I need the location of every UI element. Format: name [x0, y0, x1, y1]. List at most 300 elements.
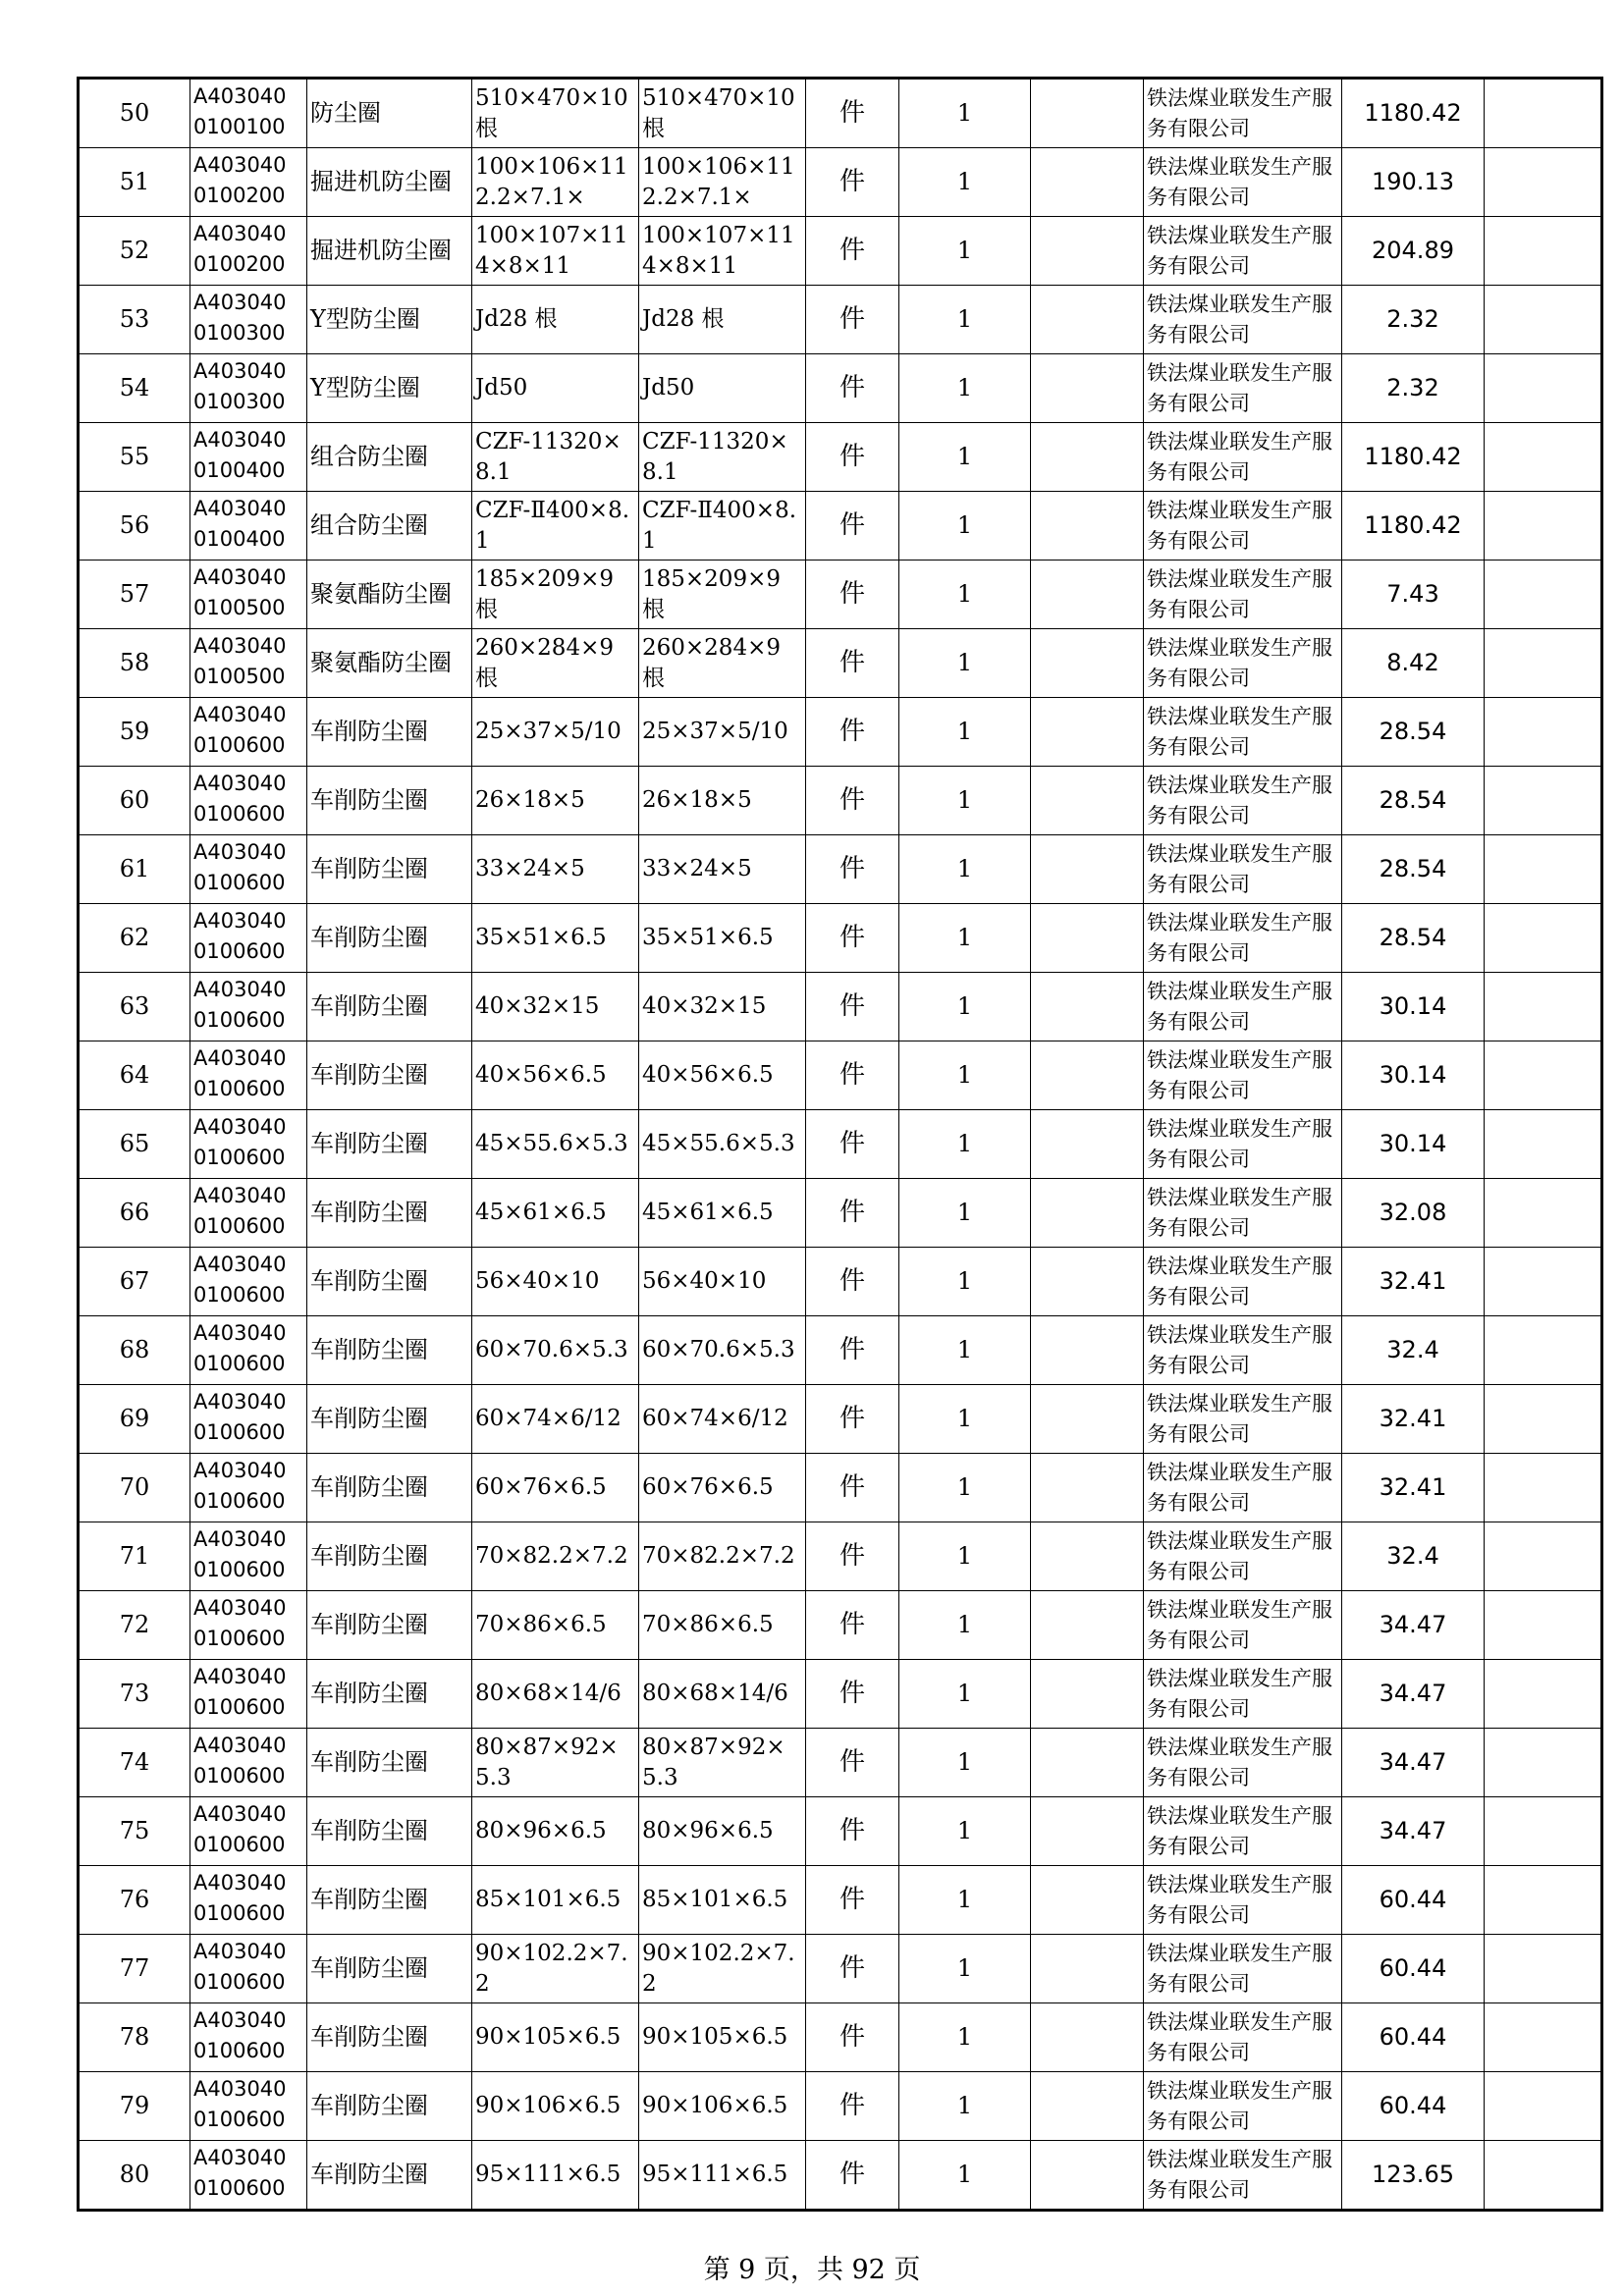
- material-name-cell: 车削防尘圈: [307, 2003, 472, 2072]
- supplier-cell: 铁法煤业联发生产服务有限公司: [1144, 1935, 1342, 2003]
- spec-cell: 45×61×6.5: [472, 1179, 639, 1248]
- model-cell: 260×284×9根: [639, 629, 806, 698]
- price-cell: 32.41: [1342, 1385, 1485, 1454]
- price-cell: 7.43: [1342, 561, 1485, 629]
- material-code-cell: A403040 0100600: [190, 2141, 307, 2211]
- quantity-cell: 1: [899, 1591, 1031, 1660]
- material-code-cell: A403040 0100600: [190, 1385, 307, 1454]
- spec-cell: 80×87×92×5.3: [472, 1729, 639, 1797]
- spec-cell: 60×70.6×5.3: [472, 1316, 639, 1385]
- blank-cell: [1031, 1729, 1144, 1797]
- table-row: [79, 423, 1602, 492]
- material-code-cell: A403040 0100500: [190, 561, 307, 629]
- price-table: [77, 77, 1603, 2212]
- spec-cell: 70×86×6.5: [472, 1591, 639, 1660]
- material-code-cell: A403040 0100600: [190, 2072, 307, 2141]
- blank-cell: [1031, 1454, 1144, 1522]
- supplier-cell: 铁法煤业联发生产服务有限公司: [1144, 561, 1342, 629]
- row-number-cell: 68: [79, 1316, 190, 1385]
- unit-cell: 件: [806, 2141, 899, 2211]
- spec-cell: 26×18×5: [472, 767, 639, 835]
- supplier-cell: 铁法煤业联发生产服务有限公司: [1144, 2003, 1342, 2072]
- model-cell: 70×86×6.5: [639, 1591, 806, 1660]
- supplier-cell: 铁法煤业联发生产服务有限公司: [1144, 1110, 1342, 1179]
- table-row: [79, 2003, 1602, 2072]
- blank-cell: [1031, 698, 1144, 767]
- supplier-cell: 铁法煤业联发生产服务有限公司: [1144, 148, 1342, 217]
- material-code-cell: A403040 0100500: [190, 629, 307, 698]
- table-row: [79, 904, 1602, 973]
- blank-cell: [1031, 1110, 1144, 1179]
- unit-cell: 件: [806, 904, 899, 973]
- model-cell: 85×101×6.5: [639, 1866, 806, 1935]
- model-cell: 45×61×6.5: [639, 1179, 806, 1248]
- unit-cell: 件: [806, 1041, 899, 1110]
- material-name-cell: 车削防尘圈: [307, 1179, 472, 1248]
- unit-cell: 件: [806, 1454, 899, 1522]
- quantity-cell: 1: [899, 1316, 1031, 1385]
- row-number-cell: 64: [79, 1041, 190, 1110]
- price-cell: 28.54: [1342, 698, 1485, 767]
- material-name-cell: 车削防尘圈: [307, 973, 472, 1041]
- blank-cell: [1031, 1935, 1144, 2003]
- material-code-cell: A403040 0100600: [190, 1591, 307, 1660]
- material-name-cell: 车削防尘圈: [307, 2141, 472, 2211]
- row-number-cell: 66: [79, 1179, 190, 1248]
- supplier-cell: 铁法煤业联发生产服务有限公司: [1144, 629, 1342, 698]
- row-number-cell: 60: [79, 767, 190, 835]
- unit-cell: 件: [806, 1935, 899, 2003]
- spec-cell: 90×102.2×7.2: [472, 1935, 639, 2003]
- row-number-cell: 67: [79, 1248, 190, 1316]
- table-row: [79, 1935, 1602, 2003]
- material-code-cell: A403040 0100600: [190, 1041, 307, 1110]
- quantity-cell: 1: [899, 1935, 1031, 2003]
- row-number-cell: 51: [79, 148, 190, 217]
- table-row: [79, 973, 1602, 1041]
- unit-cell: 件: [806, 217, 899, 286]
- spec-cell: 70×82.2×7.2: [472, 1522, 639, 1591]
- remark-cell: [1485, 767, 1602, 835]
- remark-cell: [1485, 286, 1602, 354]
- supplier-cell: 铁法煤业联发生产服务有限公司: [1144, 423, 1342, 492]
- material-name-cell: 掘进机防尘圈: [307, 148, 472, 217]
- model-cell: 90×106×6.5: [639, 2072, 806, 2141]
- price-cell: 30.14: [1342, 1041, 1485, 1110]
- quantity-cell: 1: [899, 1248, 1031, 1316]
- supplier-cell: 铁法煤业联发生产服务有限公司: [1144, 767, 1342, 835]
- price-cell: 2.32: [1342, 286, 1485, 354]
- model-cell: CZF-11320×8.1: [639, 423, 806, 492]
- supplier-cell: 铁法煤业联发生产服务有限公司: [1144, 1522, 1342, 1591]
- material-name-cell: 车削防尘圈: [307, 1797, 472, 1866]
- supplier-cell: 铁法煤业联发生产服务有限公司: [1144, 1248, 1342, 1316]
- unit-cell: 件: [806, 835, 899, 904]
- table-row: [79, 835, 1602, 904]
- unit-cell: 件: [806, 973, 899, 1041]
- blank-cell: [1031, 1385, 1144, 1454]
- unit-cell: 件: [806, 1316, 899, 1385]
- unit-cell: 件: [806, 148, 899, 217]
- row-number-cell: 76: [79, 1866, 190, 1935]
- supplier-cell: 铁法煤业联发生产服务有限公司: [1144, 79, 1342, 148]
- price-cell: 204.89: [1342, 217, 1485, 286]
- remark-cell: [1485, 1385, 1602, 1454]
- material-name-cell: 掘进机防尘圈: [307, 217, 472, 286]
- spec-cell: 260×284×9根: [472, 629, 639, 698]
- blank-cell: [1031, 217, 1144, 286]
- unit-cell: 件: [806, 79, 899, 148]
- quantity-cell: 1: [899, 79, 1031, 148]
- model-cell: 100×106×112.2×7.1×: [639, 148, 806, 217]
- spec-cell: Jd28 根: [472, 286, 639, 354]
- spec-cell: 100×106×112.2×7.1×: [472, 148, 639, 217]
- row-number-cell: 79: [79, 2072, 190, 2141]
- model-cell: 90×105×6.5: [639, 2003, 806, 2072]
- blank-cell: [1031, 79, 1144, 148]
- table-row: [79, 1248, 1602, 1316]
- blank-cell: [1031, 1522, 1144, 1591]
- spec-cell: 35×51×6.5: [472, 904, 639, 973]
- material-name-cell: 组合防尘圈: [307, 423, 472, 492]
- quantity-cell: 1: [899, 835, 1031, 904]
- blank-cell: [1031, 1591, 1144, 1660]
- row-number-cell: 52: [79, 217, 190, 286]
- remark-cell: [1485, 2003, 1602, 2072]
- quantity-cell: 1: [899, 1454, 1031, 1522]
- row-number-cell: 50: [79, 79, 190, 148]
- unit-cell: 件: [806, 1797, 899, 1866]
- blank-cell: [1031, 1248, 1144, 1316]
- unit-cell: 件: [806, 1660, 899, 1729]
- unit-cell: 件: [806, 492, 899, 561]
- unit-cell: 件: [806, 561, 899, 629]
- unit-cell: 件: [806, 2072, 899, 2141]
- remark-cell: [1485, 1179, 1602, 1248]
- supplier-cell: 铁法煤业联发生产服务有限公司: [1144, 354, 1342, 423]
- spec-cell: 80×68×14/6: [472, 1660, 639, 1729]
- remark-cell: [1485, 217, 1602, 286]
- material-name-cell: 车削防尘圈: [307, 1522, 472, 1591]
- blank-cell: [1031, 2003, 1144, 2072]
- supplier-cell: 铁法煤业联发生产服务有限公司: [1144, 492, 1342, 561]
- unit-cell: 件: [806, 354, 899, 423]
- unit-cell: 件: [806, 286, 899, 354]
- table-row: [79, 286, 1602, 354]
- material-name-cell: 车削防尘圈: [307, 1248, 472, 1316]
- row-number-cell: 77: [79, 1935, 190, 2003]
- remark-cell: [1485, 1866, 1602, 1935]
- table-row: [79, 1866, 1602, 1935]
- remark-cell: [1485, 148, 1602, 217]
- supplier-cell: 铁法煤业联发生产服务有限公司: [1144, 904, 1342, 973]
- material-code-cell: A403040 0100400: [190, 492, 307, 561]
- unit-cell: 件: [806, 1591, 899, 1660]
- material-code-cell: A403040 0100600: [190, 1110, 307, 1179]
- row-number-cell: 58: [79, 629, 190, 698]
- price-cell: 60.44: [1342, 1866, 1485, 1935]
- material-code-cell: A403040 0100600: [190, 973, 307, 1041]
- model-cell: 100×107×114×8×11: [639, 217, 806, 286]
- quantity-cell: 1: [899, 1522, 1031, 1591]
- model-cell: 70×82.2×7.2: [639, 1522, 806, 1591]
- material-code-cell: A403040 0100600: [190, 767, 307, 835]
- table-row: [79, 1110, 1602, 1179]
- spec-cell: 85×101×6.5: [472, 1866, 639, 1935]
- unit-cell: 件: [806, 1385, 899, 1454]
- row-number-cell: 75: [79, 1797, 190, 1866]
- material-code-cell: A403040 0100600: [190, 1729, 307, 1797]
- row-number-cell: 70: [79, 1454, 190, 1522]
- table-row: [79, 1797, 1602, 1866]
- price-cell: 60.44: [1342, 1935, 1485, 2003]
- table-row: [79, 1385, 1602, 1454]
- table-row: [79, 2072, 1602, 2141]
- price-cell: 60.44: [1342, 2072, 1485, 2141]
- material-name-cell: 车削防尘圈: [307, 904, 472, 973]
- row-number-cell: 53: [79, 286, 190, 354]
- model-cell: 26×18×5: [639, 767, 806, 835]
- row-number-cell: 71: [79, 1522, 190, 1591]
- price-cell: 1180.42: [1342, 79, 1485, 148]
- supplier-cell: 铁法煤业联发生产服务有限公司: [1144, 1660, 1342, 1729]
- quantity-cell: 1: [899, 423, 1031, 492]
- model-cell: 40×32×15: [639, 973, 806, 1041]
- blank-cell: [1031, 1316, 1144, 1385]
- unit-cell: 件: [806, 1522, 899, 1591]
- blank-cell: [1031, 1660, 1144, 1729]
- material-code-cell: A403040 0100200: [190, 148, 307, 217]
- material-code-cell: A403040 0100300: [190, 286, 307, 354]
- spec-cell: CZF-11320×8.1: [472, 423, 639, 492]
- supplier-cell: 铁法煤业联发生产服务有限公司: [1144, 973, 1342, 1041]
- price-cell: 32.4: [1342, 1316, 1485, 1385]
- supplier-cell: 铁法煤业联发生产服务有限公司: [1144, 1454, 1342, 1522]
- model-cell: 185×209×9根: [639, 561, 806, 629]
- quantity-cell: 1: [899, 1041, 1031, 1110]
- supplier-cell: 铁法煤业联发生产服务有限公司: [1144, 1179, 1342, 1248]
- blank-cell: [1031, 1179, 1144, 1248]
- unit-cell: 件: [806, 629, 899, 698]
- supplier-cell: 铁法煤业联发生产服务有限公司: [1144, 835, 1342, 904]
- quantity-cell: 1: [899, 561, 1031, 629]
- model-cell: 80×68×14/6: [639, 1660, 806, 1729]
- quantity-cell: 1: [899, 286, 1031, 354]
- price-cell: 2.32: [1342, 354, 1485, 423]
- material-name-cell: 车削防尘圈: [307, 1591, 472, 1660]
- material-code-cell: A403040 0100600: [190, 835, 307, 904]
- price-cell: 32.41: [1342, 1248, 1485, 1316]
- price-cell: 1180.42: [1342, 492, 1485, 561]
- table-row: [79, 1316, 1602, 1385]
- blank-cell: [1031, 767, 1144, 835]
- spec-cell: 80×96×6.5: [472, 1797, 639, 1866]
- quantity-cell: 1: [899, 629, 1031, 698]
- row-number-cell: 65: [79, 1110, 190, 1179]
- blank-cell: [1031, 629, 1144, 698]
- remark-cell: [1485, 492, 1602, 561]
- blank-cell: [1031, 2072, 1144, 2141]
- unit-cell: 件: [806, 1179, 899, 1248]
- material-code-cell: A403040 0100600: [190, 1316, 307, 1385]
- row-number-cell: 78: [79, 2003, 190, 2072]
- supplier-cell: 铁法煤业联发生产服务有限公司: [1144, 286, 1342, 354]
- material-code-cell: A403040 0100200: [190, 217, 307, 286]
- blank-cell: [1031, 148, 1144, 217]
- remark-cell: [1485, 561, 1602, 629]
- material-code-cell: A403040 0100300: [190, 354, 307, 423]
- material-code-cell: A403040 0100600: [190, 1660, 307, 1729]
- spec-cell: 95×111×6.5: [472, 2141, 639, 2211]
- material-code-cell: A403040 0100600: [190, 1522, 307, 1591]
- blank-cell: [1031, 561, 1144, 629]
- price-cell: 1180.42: [1342, 423, 1485, 492]
- material-name-cell: 车削防尘圈: [307, 1316, 472, 1385]
- model-cell: 35×51×6.5: [639, 904, 806, 973]
- quantity-cell: 1: [899, 148, 1031, 217]
- spec-cell: 40×32×15: [472, 973, 639, 1041]
- quantity-cell: 1: [899, 2003, 1031, 2072]
- remark-cell: [1485, 2072, 1602, 2141]
- supplier-cell: 铁法煤业联发生产服务有限公司: [1144, 1591, 1342, 1660]
- material-name-cell: Y型防尘圈: [307, 286, 472, 354]
- blank-cell: [1031, 2141, 1144, 2211]
- supplier-cell: 铁法煤业联发生产服务有限公司: [1144, 2072, 1342, 2141]
- remark-cell: [1485, 1729, 1602, 1797]
- material-name-cell: 车削防尘圈: [307, 1866, 472, 1935]
- spec-cell: Jd50: [472, 354, 639, 423]
- table-row: [79, 79, 1602, 148]
- table-row: [79, 354, 1602, 423]
- remark-cell: [1485, 904, 1602, 973]
- material-code-cell: A403040 0100600: [190, 1866, 307, 1935]
- material-code-cell: A403040 0100600: [190, 698, 307, 767]
- blank-cell: [1031, 904, 1144, 973]
- row-number-cell: 62: [79, 904, 190, 973]
- model-cell: 80×96×6.5: [639, 1797, 806, 1866]
- unit-cell: 件: [806, 423, 899, 492]
- table-row: [79, 1454, 1602, 1522]
- table-row: [79, 561, 1602, 629]
- model-cell: 90×102.2×7.2: [639, 1935, 806, 2003]
- price-cell: 8.42: [1342, 629, 1485, 698]
- material-name-cell: 车削防尘圈: [307, 698, 472, 767]
- quantity-cell: 1: [899, 492, 1031, 561]
- table-row: [79, 629, 1602, 698]
- quantity-cell: 1: [899, 973, 1031, 1041]
- row-number-cell: 55: [79, 423, 190, 492]
- spec-cell: 40×56×6.5: [472, 1041, 639, 1110]
- supplier-cell: 铁法煤业联发生产服务有限公司: [1144, 1316, 1342, 1385]
- remark-cell: [1485, 1041, 1602, 1110]
- unit-cell: 件: [806, 767, 899, 835]
- unit-cell: 件: [806, 1110, 899, 1179]
- price-cell: 30.14: [1342, 973, 1485, 1041]
- price-cell: 123.65: [1342, 2141, 1485, 2211]
- price-cell: 28.54: [1342, 767, 1485, 835]
- table-row: [79, 1041, 1602, 1110]
- quantity-cell: 1: [899, 1866, 1031, 1935]
- remark-cell: [1485, 1660, 1602, 1729]
- material-name-cell: 聚氨酯防尘圈: [307, 629, 472, 698]
- unit-cell: 件: [806, 2003, 899, 2072]
- row-number-cell: 57: [79, 561, 190, 629]
- table-row: [79, 1522, 1602, 1591]
- material-name-cell: 车削防尘圈: [307, 1935, 472, 2003]
- row-number-cell: 80: [79, 2141, 190, 2211]
- row-number-cell: 61: [79, 835, 190, 904]
- remark-cell: [1485, 1454, 1602, 1522]
- unit-cell: 件: [806, 1248, 899, 1316]
- spec-cell: 56×40×10: [472, 1248, 639, 1316]
- remark-cell: [1485, 1248, 1602, 1316]
- supplier-cell: 铁法煤业联发生产服务有限公司: [1144, 698, 1342, 767]
- material-name-cell: 聚氨酯防尘圈: [307, 561, 472, 629]
- supplier-cell: 铁法煤业联发生产服务有限公司: [1144, 1385, 1342, 1454]
- material-name-cell: 车削防尘圈: [307, 1110, 472, 1179]
- page-footer: 第 9 页，共 92 页: [703, 2255, 921, 2285]
- material-code-cell: A403040 0100600: [190, 1248, 307, 1316]
- row-number-cell: 73: [79, 1660, 190, 1729]
- blank-cell: [1031, 492, 1144, 561]
- blank-cell: [1031, 1866, 1144, 1935]
- quantity-cell: 1: [899, 2072, 1031, 2141]
- blank-cell: [1031, 1797, 1144, 1866]
- remark-cell: [1485, 1591, 1602, 1660]
- price-cell: 32.4: [1342, 1522, 1485, 1591]
- table-row: [79, 492, 1602, 561]
- spec-cell: 60×74×6/12: [472, 1385, 639, 1454]
- quantity-cell: 1: [899, 698, 1031, 767]
- spec-cell: 510×470×10 根: [472, 79, 639, 148]
- supplier-cell: 铁法煤业联发生产服务有限公司: [1144, 1866, 1342, 1935]
- model-cell: 33×24×5: [639, 835, 806, 904]
- blank-cell: [1031, 973, 1144, 1041]
- row-number-cell: 56: [79, 492, 190, 561]
- spec-cell: 185×209×9根: [472, 561, 639, 629]
- quantity-cell: 1: [899, 1797, 1031, 1866]
- remark-cell: [1485, 1935, 1602, 2003]
- remark-cell: [1485, 79, 1602, 148]
- table-row: [79, 698, 1602, 767]
- material-code-cell: A403040 0100600: [190, 1935, 307, 2003]
- price-cell: 34.47: [1342, 1729, 1485, 1797]
- supplier-cell: 铁法煤业联发生产服务有限公司: [1144, 1041, 1342, 1110]
- material-name-cell: 车削防尘圈: [307, 1385, 472, 1454]
- unit-cell: 件: [806, 698, 899, 767]
- quantity-cell: 1: [899, 1110, 1031, 1179]
- model-cell: CZF-Ⅱ400×8.1: [639, 492, 806, 561]
- quantity-cell: 1: [899, 767, 1031, 835]
- price-cell: 34.47: [1342, 1591, 1485, 1660]
- material-name-cell: 车削防尘圈: [307, 767, 472, 835]
- supplier-cell: 铁法煤业联发生产服务有限公司: [1144, 2141, 1342, 2211]
- remark-cell: [1485, 1316, 1602, 1385]
- material-code-cell: A403040 0100600: [190, 904, 307, 973]
- model-cell: 25×37×5/10: [639, 698, 806, 767]
- spec-cell: 45×55.6×5.3: [472, 1110, 639, 1179]
- model-cell: 60×76×6.5: [639, 1454, 806, 1522]
- remark-cell: [1485, 1797, 1602, 1866]
- blank-cell: [1031, 423, 1144, 492]
- material-code-cell: A403040 0100100: [190, 79, 307, 148]
- remark-cell: [1485, 973, 1602, 1041]
- price-cell: 32.08: [1342, 1179, 1485, 1248]
- model-cell: 45×55.6×5.3: [639, 1110, 806, 1179]
- price-cell: 60.44: [1342, 2003, 1485, 2072]
- remark-cell: [1485, 1522, 1602, 1591]
- model-cell: 80×87×92×5.3: [639, 1729, 806, 1797]
